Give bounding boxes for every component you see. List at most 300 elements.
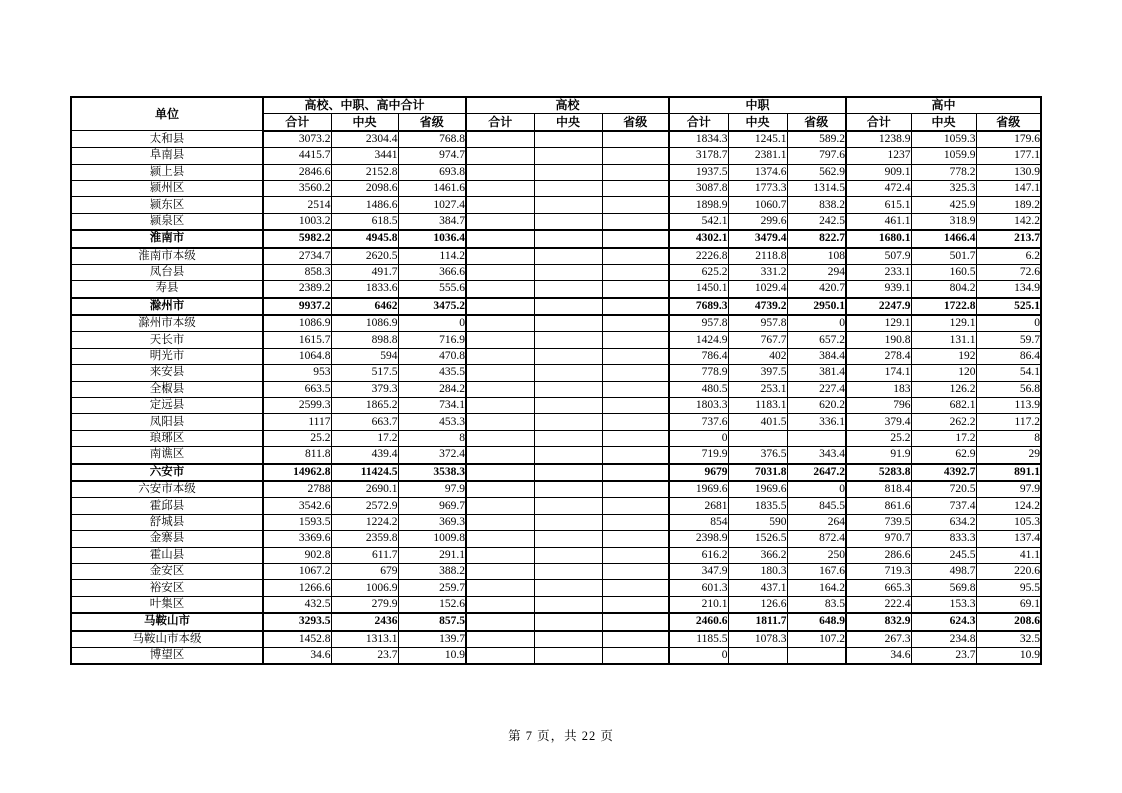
value-cell: 693.8: [398, 164, 466, 180]
value-cell: [602, 631, 669, 648]
table-row: [71, 332, 1041, 348]
value-cell: 0: [787, 315, 846, 332]
table-row: [71, 298, 1041, 315]
value-cell: 192: [911, 348, 976, 364]
value-cell: 17.2: [331, 430, 398, 446]
unit-cell: 琅琊区: [71, 430, 263, 446]
value-cell: [602, 164, 669, 180]
value-cell: 8: [976, 430, 1041, 446]
value-cell: [534, 498, 602, 514]
value-cell: 142.2: [976, 213, 1041, 230]
value-cell: [466, 197, 534, 213]
value-cell: [602, 481, 669, 498]
value-cell: 183: [846, 381, 911, 397]
value-cell: 778.9: [669, 365, 728, 381]
value-cell: 179.6: [976, 131, 1041, 148]
table-row: [71, 547, 1041, 563]
value-cell: 594: [331, 348, 398, 364]
value-cell: [534, 148, 602, 164]
value-cell: 1183.1: [728, 398, 787, 414]
value-cell: 56.8: [976, 381, 1041, 397]
value-cell: 397.5: [728, 365, 787, 381]
value-cell: [534, 464, 602, 481]
value-cell: 124.2: [976, 498, 1041, 514]
value-cell: 1314.5: [787, 180, 846, 196]
value-cell: 734.1: [398, 398, 466, 414]
value-cell: 461.1: [846, 213, 911, 230]
table-row: [71, 481, 1041, 498]
value-cell: 425.9: [911, 197, 976, 213]
value-cell: 9937.2: [263, 298, 331, 315]
value-cell: 0: [976, 315, 1041, 332]
value-cell: [602, 613, 669, 630]
value-cell: 1722.8: [911, 298, 976, 315]
value-cell: 259.7: [398, 580, 466, 596]
group-header: 高中: [846, 97, 1041, 114]
sub-header: 合计: [466, 114, 534, 131]
unit-cell: 太和县: [71, 131, 263, 148]
value-cell: [602, 464, 669, 481]
value-cell: 105.3: [976, 514, 1041, 530]
unit-cell: 凤阳县: [71, 414, 263, 430]
value-cell: 2398.9: [669, 531, 728, 547]
value-cell: 4392.7: [911, 464, 976, 481]
value-cell: 767.7: [728, 332, 787, 348]
value-cell: 253.1: [728, 381, 787, 397]
unit-cell: 六安市本级: [71, 481, 263, 498]
value-cell: 3178.7: [669, 148, 728, 164]
table-row: [71, 197, 1041, 213]
value-cell: 95.5: [976, 580, 1041, 596]
value-cell: 1029.4: [728, 281, 787, 298]
value-cell: 245.5: [911, 547, 976, 563]
group-header: 高校、中职、高中合计: [263, 97, 466, 114]
value-cell: [466, 498, 534, 514]
value-cell: 1374.6: [728, 164, 787, 180]
value-cell: [534, 315, 602, 332]
header-group-row: [71, 97, 1041, 114]
value-cell: [534, 613, 602, 630]
value-cell: 1937.5: [669, 164, 728, 180]
value-cell: 8: [398, 430, 466, 446]
value-cell: 601.3: [669, 580, 728, 596]
value-cell: [602, 281, 669, 298]
education-funding-table: [70, 96, 1042, 665]
value-cell: 1003.2: [263, 213, 331, 230]
value-cell: 1185.5: [669, 631, 728, 648]
value-cell: 1006.9: [331, 580, 398, 596]
value-cell: 318.9: [911, 213, 976, 230]
value-cell: 480.5: [669, 381, 728, 397]
value-cell: 264: [787, 514, 846, 530]
value-cell: 861.6: [846, 498, 911, 514]
value-cell: 286.6: [846, 547, 911, 563]
value-cell: 1245.1: [728, 131, 787, 148]
group-header: 高校: [466, 97, 669, 114]
value-cell: 336.1: [787, 414, 846, 430]
sub-header: 省级: [787, 114, 846, 131]
value-cell: 381.4: [787, 365, 846, 381]
value-cell: 0: [787, 481, 846, 498]
value-cell: [534, 298, 602, 315]
table-row: [71, 514, 1041, 530]
value-cell: [466, 264, 534, 280]
unit-cell: 颍上县: [71, 164, 263, 180]
value-cell: 139.7: [398, 631, 466, 648]
value-cell: [602, 563, 669, 579]
value-cell: 10.9: [976, 647, 1041, 664]
value-cell: [534, 248, 602, 265]
value-cell: 222.4: [846, 596, 911, 613]
value-cell: 2389.2: [263, 281, 331, 298]
sub-header: 合计: [263, 114, 331, 131]
value-cell: 114.2: [398, 248, 466, 265]
value-cell: 1486.6: [331, 197, 398, 213]
value-cell: 620.2: [787, 398, 846, 414]
value-cell: 768.8: [398, 131, 466, 148]
table-row: [71, 348, 1041, 364]
sub-header: 中央: [534, 114, 602, 131]
value-cell: 420.7: [787, 281, 846, 298]
unit-cell: 金寨县: [71, 531, 263, 547]
table-row: [71, 213, 1041, 230]
value-cell: 6.2: [976, 248, 1041, 265]
value-cell: 2572.9: [331, 498, 398, 514]
value-cell: 3073.2: [263, 131, 331, 148]
value-cell: [466, 398, 534, 414]
value-cell: 453.3: [398, 414, 466, 430]
value-cell: 1060.7: [728, 197, 787, 213]
value-cell: 616.2: [669, 547, 728, 563]
value-cell: 1969.6: [728, 481, 787, 498]
value-cell: [466, 481, 534, 498]
value-cell: 665.3: [846, 580, 911, 596]
value-cell: [534, 264, 602, 280]
value-cell: [466, 365, 534, 381]
table-row: [71, 613, 1041, 630]
value-cell: 970.7: [846, 531, 911, 547]
value-cell: 29: [976, 447, 1041, 464]
table-row: [71, 464, 1041, 481]
value-cell: [602, 514, 669, 530]
value-cell: 909.1: [846, 164, 911, 180]
table-row: [71, 647, 1041, 664]
value-cell: 719.9: [669, 447, 728, 464]
value-cell: [602, 430, 669, 446]
value-cell: 331.2: [728, 264, 787, 280]
value-cell: 4739.2: [728, 298, 787, 315]
value-cell: 91.9: [846, 447, 911, 464]
value-cell: 208.6: [976, 613, 1041, 630]
value-cell: [534, 481, 602, 498]
value-cell: [602, 315, 669, 332]
value-cell: 501.7: [911, 248, 976, 265]
value-cell: 117.2: [976, 414, 1041, 430]
value-cell: 969.7: [398, 498, 466, 514]
value-cell: 234.8: [911, 631, 976, 648]
value-cell: 388.2: [398, 563, 466, 579]
value-cell: [466, 230, 534, 247]
value-cell: 130.9: [976, 164, 1041, 180]
value-cell: [534, 365, 602, 381]
value-cell: 1313.1: [331, 631, 398, 648]
value-cell: [534, 647, 602, 664]
value-cell: 437.1: [728, 580, 787, 596]
value-cell: 5283.8: [846, 464, 911, 481]
value-cell: [466, 531, 534, 547]
sub-header: 省级: [976, 114, 1041, 131]
unit-cell: 霍山县: [71, 547, 263, 563]
value-cell: 299.6: [728, 213, 787, 230]
page-number-footer: 第 7 页，共 22 页: [508, 729, 614, 743]
value-cell: 366.2: [728, 547, 787, 563]
value-cell: 2359.8: [331, 531, 398, 547]
unit-cell: 滁州市本级: [71, 315, 263, 332]
value-cell: 542.1: [669, 213, 728, 230]
value-cell: [466, 596, 534, 613]
value-cell: [466, 332, 534, 348]
value-cell: [466, 414, 534, 430]
value-cell: [534, 514, 602, 530]
value-cell: [466, 148, 534, 164]
value-cell: [602, 348, 669, 364]
value-cell: 379.4: [846, 414, 911, 430]
value-cell: 739.5: [846, 514, 911, 530]
value-cell: 189.2: [976, 197, 1041, 213]
value-cell: 1450.1: [669, 281, 728, 298]
unit-cell: 六安市: [71, 464, 263, 481]
value-cell: [534, 447, 602, 464]
table-body: [71, 131, 1041, 665]
value-cell: [534, 131, 602, 148]
value-cell: [534, 547, 602, 563]
value-cell: 2620.5: [331, 248, 398, 265]
table-row: [71, 580, 1041, 596]
table-row: [71, 430, 1041, 446]
value-cell: [466, 464, 534, 481]
value-cell: 54.1: [976, 365, 1041, 381]
value-cell: [466, 348, 534, 364]
value-cell: 69.1: [976, 596, 1041, 613]
value-cell: [602, 447, 669, 464]
table-row: [71, 180, 1041, 196]
value-cell: 14962.8: [263, 464, 331, 481]
value-cell: 1466.4: [911, 230, 976, 247]
value-cell: [602, 248, 669, 265]
unit-cell: 凤台县: [71, 264, 263, 280]
value-cell: 1009.8: [398, 531, 466, 547]
unit-cell: 淮南市本级: [71, 248, 263, 265]
value-cell: 1424.9: [669, 332, 728, 348]
value-cell: 804.2: [911, 281, 976, 298]
value-cell: 23.7: [911, 647, 976, 664]
value-cell: 134.9: [976, 281, 1041, 298]
value-cell: [466, 563, 534, 579]
value-cell: 62.9: [911, 447, 976, 464]
value-cell: [602, 531, 669, 547]
value-cell: [534, 531, 602, 547]
value-cell: 737.6: [669, 414, 728, 430]
value-cell: [728, 430, 787, 446]
value-cell: 507.9: [846, 248, 911, 265]
value-cell: 32.5: [976, 631, 1041, 648]
value-cell: 384.7: [398, 213, 466, 230]
value-cell: 108: [787, 248, 846, 265]
value-cell: 939.1: [846, 281, 911, 298]
value-cell: 2647.2: [787, 464, 846, 481]
unit-cell: 明光市: [71, 348, 263, 364]
unit-cell: 全椒县: [71, 381, 263, 397]
sub-header: 合计: [846, 114, 911, 131]
value-cell: [602, 197, 669, 213]
value-cell: 86.4: [976, 348, 1041, 364]
value-cell: 1835.5: [728, 498, 787, 514]
value-cell: [602, 647, 669, 664]
value-cell: 153.3: [911, 596, 976, 613]
value-cell: 498.7: [911, 563, 976, 579]
table-row: [71, 531, 1041, 547]
value-cell: [534, 332, 602, 348]
value-cell: 1059.9: [911, 148, 976, 164]
value-cell: 59.7: [976, 332, 1041, 348]
value-cell: [787, 647, 846, 664]
value-cell: 401.5: [728, 414, 787, 430]
value-cell: 11424.5: [331, 464, 398, 481]
value-cell: 379.3: [331, 381, 398, 397]
value-cell: 3560.2: [263, 180, 331, 196]
value-cell: 126.6: [728, 596, 787, 613]
value-cell: 325.3: [911, 180, 976, 196]
value-cell: 152.6: [398, 596, 466, 613]
unit-cell: 马鞍山市本级: [71, 631, 263, 648]
value-cell: [534, 164, 602, 180]
unit-cell: 定远县: [71, 398, 263, 414]
value-cell: 1086.9: [263, 315, 331, 332]
value-cell: 891.1: [976, 464, 1041, 481]
value-cell: 107.2: [787, 631, 846, 648]
value-cell: 957.8: [669, 315, 728, 332]
value-cell: [534, 197, 602, 213]
value-cell: 858.3: [263, 264, 331, 280]
value-cell: 97.9: [398, 481, 466, 498]
value-cell: 0: [669, 647, 728, 664]
unit-cell: 金安区: [71, 563, 263, 579]
value-cell: 25.2: [846, 430, 911, 446]
table-row: [71, 365, 1041, 381]
value-cell: [534, 213, 602, 230]
unit-cell: 淮南市: [71, 230, 263, 247]
value-cell: [534, 281, 602, 298]
value-cell: 1526.5: [728, 531, 787, 547]
value-cell: 369.3: [398, 514, 466, 530]
value-cell: [466, 381, 534, 397]
value-cell: 902.8: [263, 547, 331, 563]
value-cell: [602, 298, 669, 315]
value-cell: 569.8: [911, 580, 976, 596]
value-cell: 4945.8: [331, 230, 398, 247]
value-cell: 2460.6: [669, 613, 728, 630]
value-cell: 472.4: [846, 180, 911, 196]
value-cell: 957.8: [728, 315, 787, 332]
unit-column-header: 单位: [71, 97, 263, 131]
value-cell: 343.4: [787, 447, 846, 464]
table-row: [71, 498, 1041, 514]
value-cell: 1833.6: [331, 281, 398, 298]
value-cell: 1865.2: [331, 398, 398, 414]
value-cell: [602, 580, 669, 596]
value-cell: 648.9: [787, 613, 846, 630]
value-cell: 1615.7: [263, 332, 331, 348]
value-cell: 1969.6: [669, 481, 728, 498]
value-cell: 284.2: [398, 381, 466, 397]
value-cell: 262.2: [911, 414, 976, 430]
value-cell: 1238.9: [846, 131, 911, 148]
value-cell: 525.1: [976, 298, 1041, 315]
sub-header: 中央: [728, 114, 787, 131]
value-cell: 634.2: [911, 514, 976, 530]
value-cell: [466, 631, 534, 648]
value-cell: 3542.6: [263, 498, 331, 514]
value-cell: [466, 514, 534, 530]
value-cell: 147.1: [976, 180, 1041, 196]
value-cell: 1834.3: [669, 131, 728, 148]
value-cell: 97.9: [976, 481, 1041, 498]
value-cell: [466, 281, 534, 298]
value-cell: 778.2: [911, 164, 976, 180]
value-cell: 517.5: [331, 365, 398, 381]
value-cell: 129.1: [911, 315, 976, 332]
value-cell: 811.8: [263, 447, 331, 464]
value-cell: [466, 447, 534, 464]
table-row: [71, 131, 1041, 148]
value-cell: 857.5: [398, 613, 466, 630]
value-cell: 242.5: [787, 213, 846, 230]
table-row: [71, 414, 1041, 430]
value-cell: 372.4: [398, 447, 466, 464]
value-cell: 1461.6: [398, 180, 466, 196]
value-cell: 213.7: [976, 230, 1041, 247]
value-cell: 2381.1: [728, 148, 787, 164]
value-cell: 854: [669, 514, 728, 530]
value-cell: 720.5: [911, 481, 976, 498]
value-cell: 3538.3: [398, 464, 466, 481]
value-cell: [602, 498, 669, 514]
value-cell: 83.5: [787, 596, 846, 613]
value-cell: [534, 430, 602, 446]
value-cell: 7689.3: [669, 298, 728, 315]
value-cell: 3369.6: [263, 531, 331, 547]
value-cell: [602, 148, 669, 164]
value-cell: 1027.4: [398, 197, 466, 213]
value-cell: [602, 332, 669, 348]
value-cell: 562.9: [787, 164, 846, 180]
value-cell: 716.9: [398, 332, 466, 348]
value-cell: 2690.1: [331, 481, 398, 498]
value-cell: 2098.6: [331, 180, 398, 196]
value-cell: [534, 180, 602, 196]
value-cell: [602, 264, 669, 280]
value-cell: 611.7: [331, 547, 398, 563]
value-cell: 797.6: [787, 148, 846, 164]
value-cell: 2226.8: [669, 248, 728, 265]
value-cell: 3441: [331, 148, 398, 164]
value-cell: 6462: [331, 298, 398, 315]
value-cell: [534, 596, 602, 613]
value-cell: 2599.3: [263, 398, 331, 414]
value-cell: 618.5: [331, 213, 398, 230]
table-row: [71, 315, 1041, 332]
value-cell: [602, 230, 669, 247]
